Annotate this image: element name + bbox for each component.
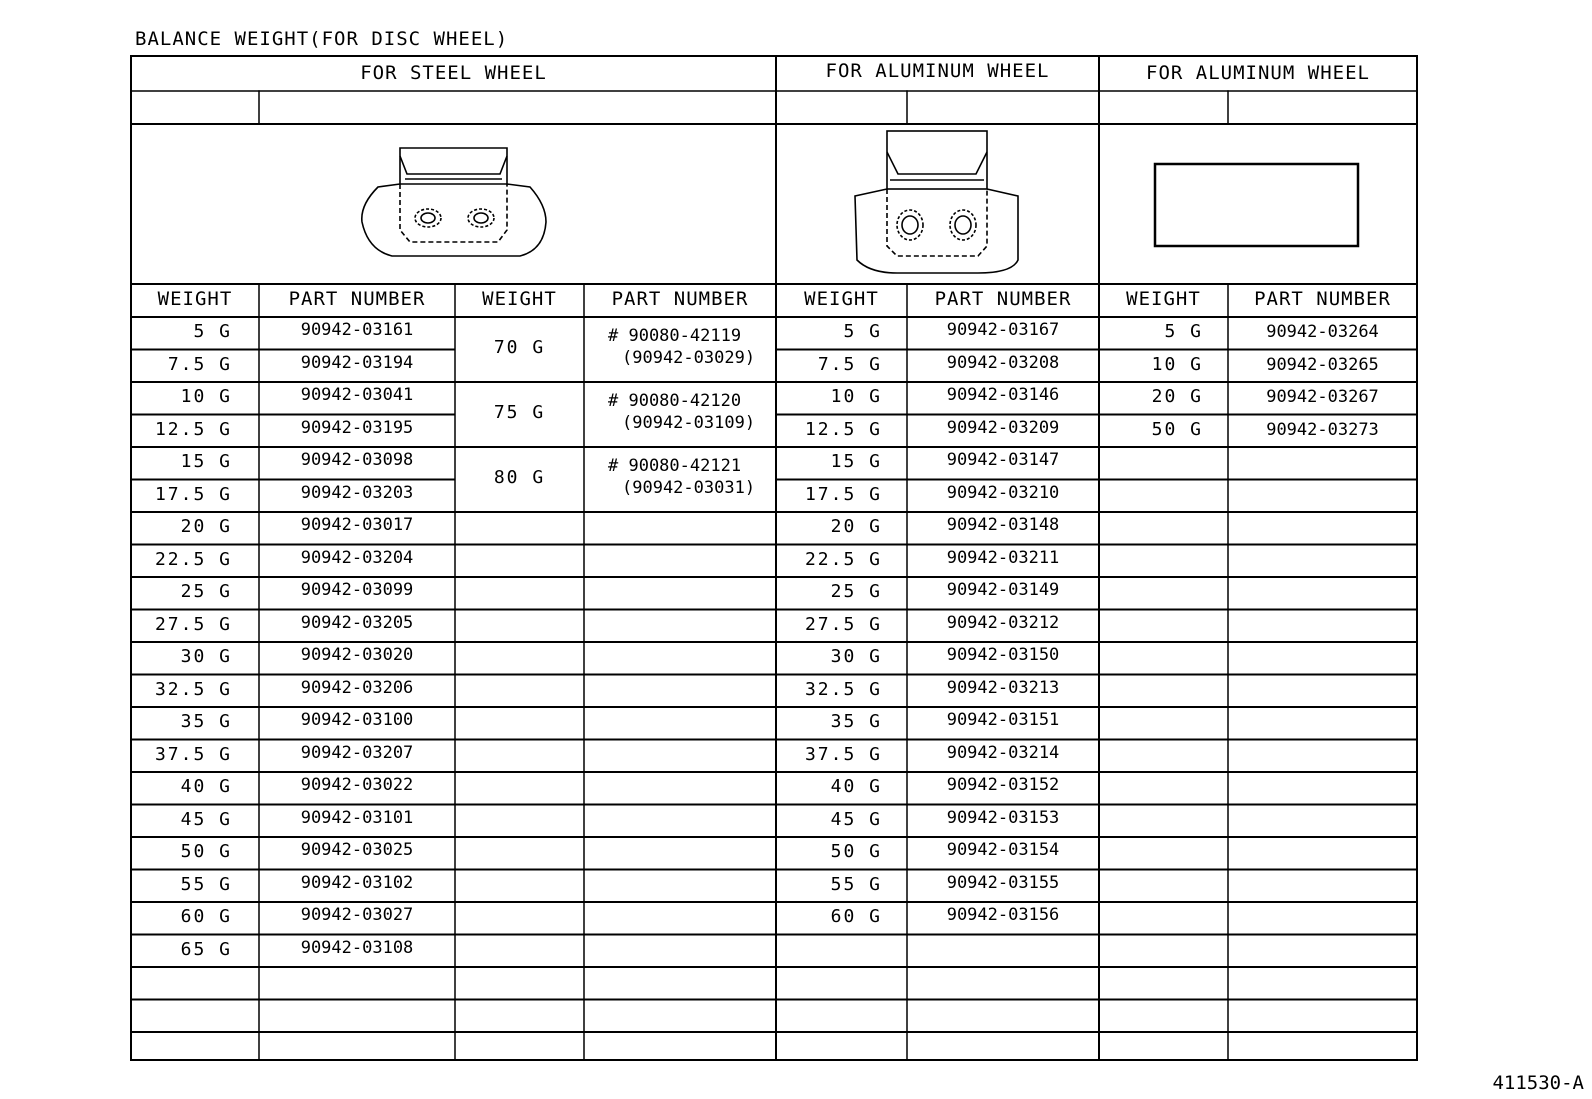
aluminum-part-number-cell: 90942-03149	[946, 580, 1060, 601]
column-header: WEIGHT	[1126, 288, 1201, 310]
aluminum-weight-cell: 50 G	[830, 841, 882, 863]
steel-part-number-cell: 90942-03204	[300, 547, 414, 568]
aluminum-2-part-number-cell: 90942-03265	[1266, 354, 1379, 375]
aluminum-2-part-number-cell: 90942-03273	[1266, 419, 1379, 440]
aluminum-part-number-cell: 90942-03150	[946, 645, 1060, 666]
aluminum-weight-cell: 25 G	[830, 581, 882, 603]
steel-weight-cell: 55 G	[180, 873, 232, 895]
steel-part-number-cell: 90942-03203	[300, 482, 414, 503]
aluminum-weight-cell: 27.5 G	[804, 613, 882, 635]
section-label-steel: FOR STEEL WHEEL	[360, 62, 547, 84]
steel-weight-cell: 60 G	[180, 906, 232, 928]
aluminum-part-number-cell: 90942-03155	[946, 872, 1060, 893]
aluminum-part-number-cell: 90942-03167	[946, 320, 1060, 341]
aluminum-part-number-cell: 90942-03214	[946, 742, 1060, 763]
section-label-aluminum-2: FOR ALUMINUM WHEEL	[1146, 62, 1370, 84]
steel-weight-illustration	[362, 148, 546, 256]
aluminum-weight-cell: 5 G	[843, 321, 882, 343]
steel-heavy-alt-part-number: (90942-03031)	[622, 478, 756, 498]
steel-weight-cell: 65 G	[180, 938, 232, 960]
aluminum-2-weight-cell: 10 G	[1151, 353, 1203, 375]
aluminum-weight-cell: 45 G	[830, 808, 882, 830]
column-header: PART NUMBER	[288, 288, 426, 310]
steel-part-number-cell: 90942-03206	[300, 677, 414, 698]
column-header: WEIGHT	[157, 288, 233, 310]
steel-part-number-cell: 90942-03161	[300, 320, 414, 341]
aluminum-part-number-cell: 90942-03209	[946, 417, 1060, 438]
steel-part-number-cell: 90942-03102	[300, 872, 414, 893]
aluminum-weight-cell: 15 G	[830, 451, 882, 473]
aluminum-part-number-cell: 90942-03154	[946, 840, 1060, 861]
aluminum-2-weight-cell: 5 G	[1164, 321, 1203, 343]
aluminum-weight-illustration	[855, 131, 1018, 273]
page-title: BALANCE WEIGHT(FOR DISC WHEEL)	[135, 28, 509, 50]
steel-part-number-cell: 90942-03025	[300, 840, 414, 861]
steel-part-number-cell: 90942-03099	[300, 580, 414, 601]
aluminum-2-weight-cell: 50 G	[1151, 418, 1203, 440]
column-header: WEIGHT	[804, 288, 879, 310]
steel-part-number-cell: 90942-03022	[300, 775, 414, 796]
steel-weight-cell: 15 G	[180, 451, 232, 473]
aluminum-part-number-cell: 90942-03152	[946, 775, 1060, 796]
steel-heavy-alt-part-number: (90942-03029)	[622, 348, 756, 368]
column-header: PART NUMBER	[1254, 288, 1391, 310]
aluminum-2-weight-cell: 20 G	[1151, 386, 1203, 408]
steel-part-number-cell: 90942-03041	[300, 385, 414, 406]
aluminum-part-number-cell: 90942-03148	[946, 515, 1060, 536]
steel-part-number-cell: 90942-03101	[300, 807, 414, 828]
steel-part-number-cell: 90942-03195	[300, 417, 414, 438]
aluminum-weight-cell: 20 G	[830, 516, 882, 538]
aluminum-part-number-cell: 90942-03153	[946, 807, 1060, 828]
aluminum-weight-cell: 55 G	[830, 873, 882, 895]
steel-weight-cell: 45 G	[180, 808, 232, 830]
aluminum-weight-cell: 22.5 G	[804, 548, 882, 570]
column-header: WEIGHT	[482, 288, 557, 310]
aluminum-part-number-cell: 90942-03213	[946, 677, 1060, 698]
steel-weight-cell: 17.5 G	[154, 483, 232, 505]
section-label-aluminum-1: FOR ALUMINUM WHEEL	[825, 60, 1050, 82]
steel-weight-cell: 5 G	[193, 321, 232, 343]
aluminum-weight-cell: 17.5 G	[804, 483, 882, 505]
steel-part-number-cell: 90942-03108	[300, 937, 414, 958]
steel-weight-cell: 12.5 G	[154, 418, 232, 440]
aluminum-weight-cell: 37.5 G	[804, 743, 882, 765]
aluminum-part-number-cell: 90942-03210	[946, 482, 1060, 503]
column-header: PART NUMBER	[611, 288, 749, 310]
steel-heavy-part-number: # 90080-42120	[608, 391, 742, 411]
steel-part-number-cell: 90942-03205	[300, 612, 414, 633]
steel-weight-cell: 27.5 G	[154, 613, 232, 635]
steel-part-number-cell: 90942-03207	[300, 742, 414, 763]
steel-part-number-cell: 90942-03027	[300, 905, 414, 926]
steel-heavy-part-number: # 90080-42119	[608, 326, 742, 346]
steel-heavy-weight-cell: 70 G	[493, 336, 546, 358]
steel-part-number-cell: 90942-03098	[300, 450, 414, 471]
drawing-code: 411530-A	[1492, 1072, 1584, 1094]
steel-weight-cell: 22.5 G	[154, 548, 232, 570]
aluminum-weight-cell: 30 G	[830, 646, 882, 668]
aluminum-weight-cell: 32.5 G	[804, 678, 882, 700]
steel-heavy-weight-cell: 75 G	[493, 401, 546, 423]
aluminum-part-number-cell: 90942-03147	[946, 450, 1060, 471]
aluminum-part-number-cell: 90942-03146	[946, 385, 1060, 406]
column-header: PART NUMBER	[934, 288, 1072, 310]
steel-weight-cell: 30 G	[180, 646, 232, 668]
steel-part-number-cell: 90942-03017	[300, 515, 414, 536]
steel-part-number-cell: 90942-03020	[300, 645, 414, 666]
aluminum-2-part-number-cell: 90942-03264	[1266, 322, 1379, 343]
aluminum-part-number-cell: 90942-03212	[946, 612, 1060, 633]
aluminum-weight-cell: 12.5 G	[804, 418, 882, 440]
steel-weight-cell: 7.5 G	[167, 353, 232, 375]
aluminum-weight-cell: 40 G	[830, 776, 882, 798]
steel-weight-cell: 40 G	[180, 776, 232, 798]
aluminum-weight-cell: 10 G	[830, 386, 882, 408]
steel-weight-cell: 35 G	[180, 711, 232, 733]
aluminum-weight-cell: 60 G	[830, 906, 882, 928]
steel-part-number-cell: 90942-03194	[300, 352, 414, 373]
aluminum-part-number-cell: 90942-03211	[946, 547, 1060, 568]
aluminum-part-number-cell: 90942-03208	[946, 352, 1060, 373]
steel-weight-cell: 50 G	[180, 841, 232, 863]
steel-weight-cell: 37.5 G	[154, 743, 232, 765]
aluminum-2-part-number-cell: 90942-03267	[1266, 387, 1379, 408]
aluminum-weight-cell: 7.5 G	[817, 353, 882, 375]
steel-heavy-alt-part-number: (90942-03109)	[622, 413, 756, 433]
steel-weight-cell: 32.5 G	[154, 678, 232, 700]
steel-weight-cell: 10 G	[180, 386, 232, 408]
aluminum-part-number-cell: 90942-03151	[946, 710, 1060, 731]
aluminum-tape-weight-illustration	[1155, 164, 1358, 246]
steel-heavy-weight-cell: 80 G	[493, 466, 546, 488]
steel-weight-cell: 25 G	[180, 581, 232, 603]
steel-heavy-part-number: # 90080-42121	[608, 456, 742, 476]
aluminum-part-number-cell: 90942-03156	[946, 905, 1060, 926]
aluminum-weight-cell: 35 G	[830, 711, 882, 733]
steel-part-number-cell: 90942-03100	[300, 710, 414, 731]
steel-weight-cell: 20 G	[180, 516, 232, 538]
